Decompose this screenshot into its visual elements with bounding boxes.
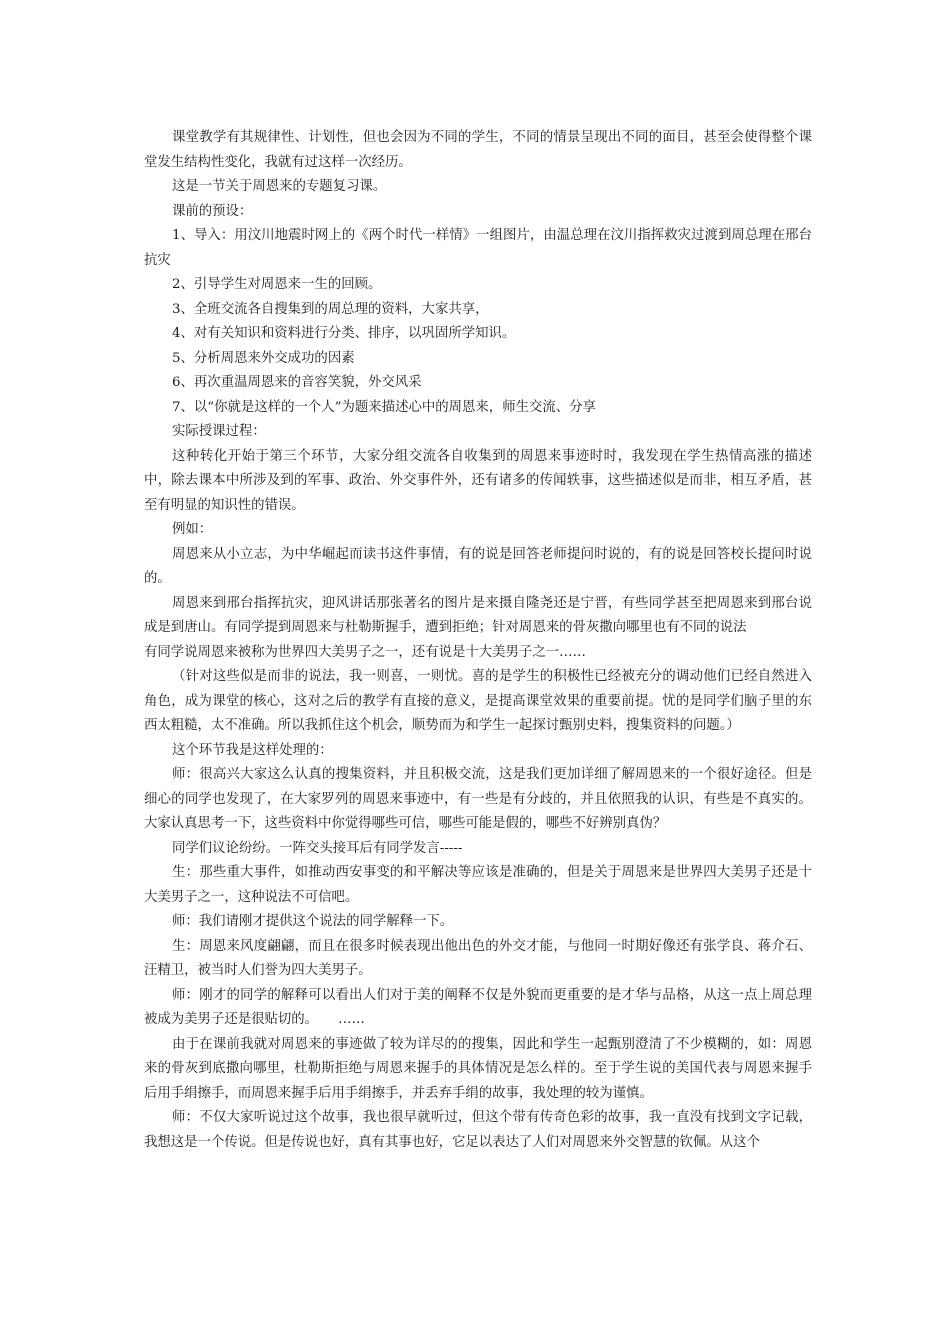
paragraph-teacher-4: 师：不仅大家听说过这个故事，我也很早就听过，但这个带有传奇色彩的故事，我一直没有找到文字记载，我想这是一个传说。但是传说也好，真有其事也好，它足以表达了人们对周恩来外交智慧的钦佩。从这个 [144,1110,812,1150]
paragraph-example-heading: 例如： [172,522,213,537]
paragraph-student-2: 生：周恩来风度翩翩，而且在很多时候表现出他出色的外交才能，与他同一时期好像还有张学良、蒋介石、汪精卫，被当时人们誉为四大美男子。 [144,938,812,978]
plan-item-2: 2、引导学生对周恩来一生的回顾。 [172,277,382,292]
plan-item-4: 4、对有关知识和资料进行分类、排序，以巩固所学知识。 [172,326,516,341]
paragraph-student-1: 生：那些重大事件，如推动西安事变的和平解决等应该是准确的，但是关于周恩来是世界四大美男子还是十大美男子之一，这种说法不可信吧。 [144,865,812,905]
plan-item-6: 6、再次重温周恩来的音容笑貌，外交风采 [172,375,422,390]
document-body [144,126,812,1155]
plan-item-3: 3、全班交流各自搜集到的周总理的资料，大家共享， [172,301,489,317]
paragraph-actual-heading: 实际授课过程： [172,424,266,439]
paragraph-teacher-3: 师：刚才的同学的解释可以看出人们对于美的阐释不仅是外貌而更重要的是才华与品格，从这一点上周总理被成为美男子还是很贴切的。 …… [144,987,812,1027]
paragraph-example-1: 周恩来从小立志，为中华崛起而读书这件事情，有的说是回答老师提问时说的，有的说是回答校长提问时说的。 [144,546,812,586]
paragraph-intro: 课堂教学有其规律性、计划性，但也会因为不同的学生，不同的情景呈现出不同的面目，甚至会使得整个课堂发生结构性变化，我就有过这样一次经历。 [144,130,812,170]
plan-item-1: 1、导入：用汶川地震时网上的《两个时代一样情》一组图片，由温总理在汶川指挥救灾过渡到周总理在邢台抗灾 [144,228,812,268]
paragraph-plan-heading: 课前的预设： [172,203,253,219]
paragraph-transition: 这种转化开始于第三个环节，大家分组交流各自收集到的周恩来事迹时时，我发现在学生热情高涨的描述中，除去课本中所涉及到的军事、政治、外交事件外，还有诸多的传闻轶事，这些描述似是而非，相互矛盾，甚至有明显的知识性的错误。 [144,448,812,513]
plan-item-7: 7、以“你就是这样的一个人”为题来描述心中的周恩来，师生交流、分享 [172,399,596,415]
paragraph-discussion: 同学们议论纷纷。一阵交头接耳后有同学发言----- [172,840,463,856]
plan-item-5: 5、分析周恩来外交成功的因素 [172,350,355,366]
paragraph-teacher-2: 师：我们请刚才提供这个说法的同学解释一下。 [172,914,454,929]
paragraph-example-3: 有同学说周恩来被称为世界四大美男子之一，还有说是十大美男子之一…… [144,644,586,660]
paragraph-teacher-1: 师：很高兴大家这么认真的搜集资料，并且积极交流，这是我们更加详细了解周恩来的一个很好途径。但是细心的同学也发现了，在大家罗列的周恩来事迹中，有一些是有分歧的，并且依照我的认识，有些是不真实的。大家认真思考一下，这些资料中你觉得哪些可信，哪些可能是假的，哪些不好辨别真伪？ [144,767,812,831]
paragraph-clarification: 由于在课前我就对周恩来的事迹做了较为详尽的的搜集，因此和学生一起甄别澄清了不少模糊的，如：周恩来的骨灰到底撒向哪里，杜勒斯拒绝与周恩来握手的具体情况是怎么样的。至于学生说的美国代表与周恩来握手后用手绢擦手，而周恩来握手后用手绢擦手，并丢弃手绢的故事，我处理的较为谨慎。 [144,1036,812,1101]
paragraph-example-2: 周恩来到邢台指挥抗灾，迎风讲话那张著名的图片是来摄自隆尧还是宁晋，有些同学甚至把周恩来到邢台说成是到唐山。有同学提到周恩来与杜勒斯握手，遭到拒绝；针对周恩来的骨灰撒向哪里也有不同的说法 [144,595,812,635]
paragraph-reflection: （针对这些似是而非的说法，我一则喜，一则忧。喜的是学生的积极性已经被充分的调动他们已经自然进入角色，成为课堂的核心，这对之后的教学有直接的意义，是提高课堂效果的重要前提。忧的是同学们脑子里的东西太粗糙，太不准确。所以我抓住这个机会，顺势而为和学生一起探讨甄别史料，搜集资料的问题。） [144,669,812,733]
paragraph-lesson-topic: 这是一节关于周恩来的专题复习课。 [172,179,387,194]
paragraph-handling-heading: 这个环节我是这样处理的： [172,742,333,758]
